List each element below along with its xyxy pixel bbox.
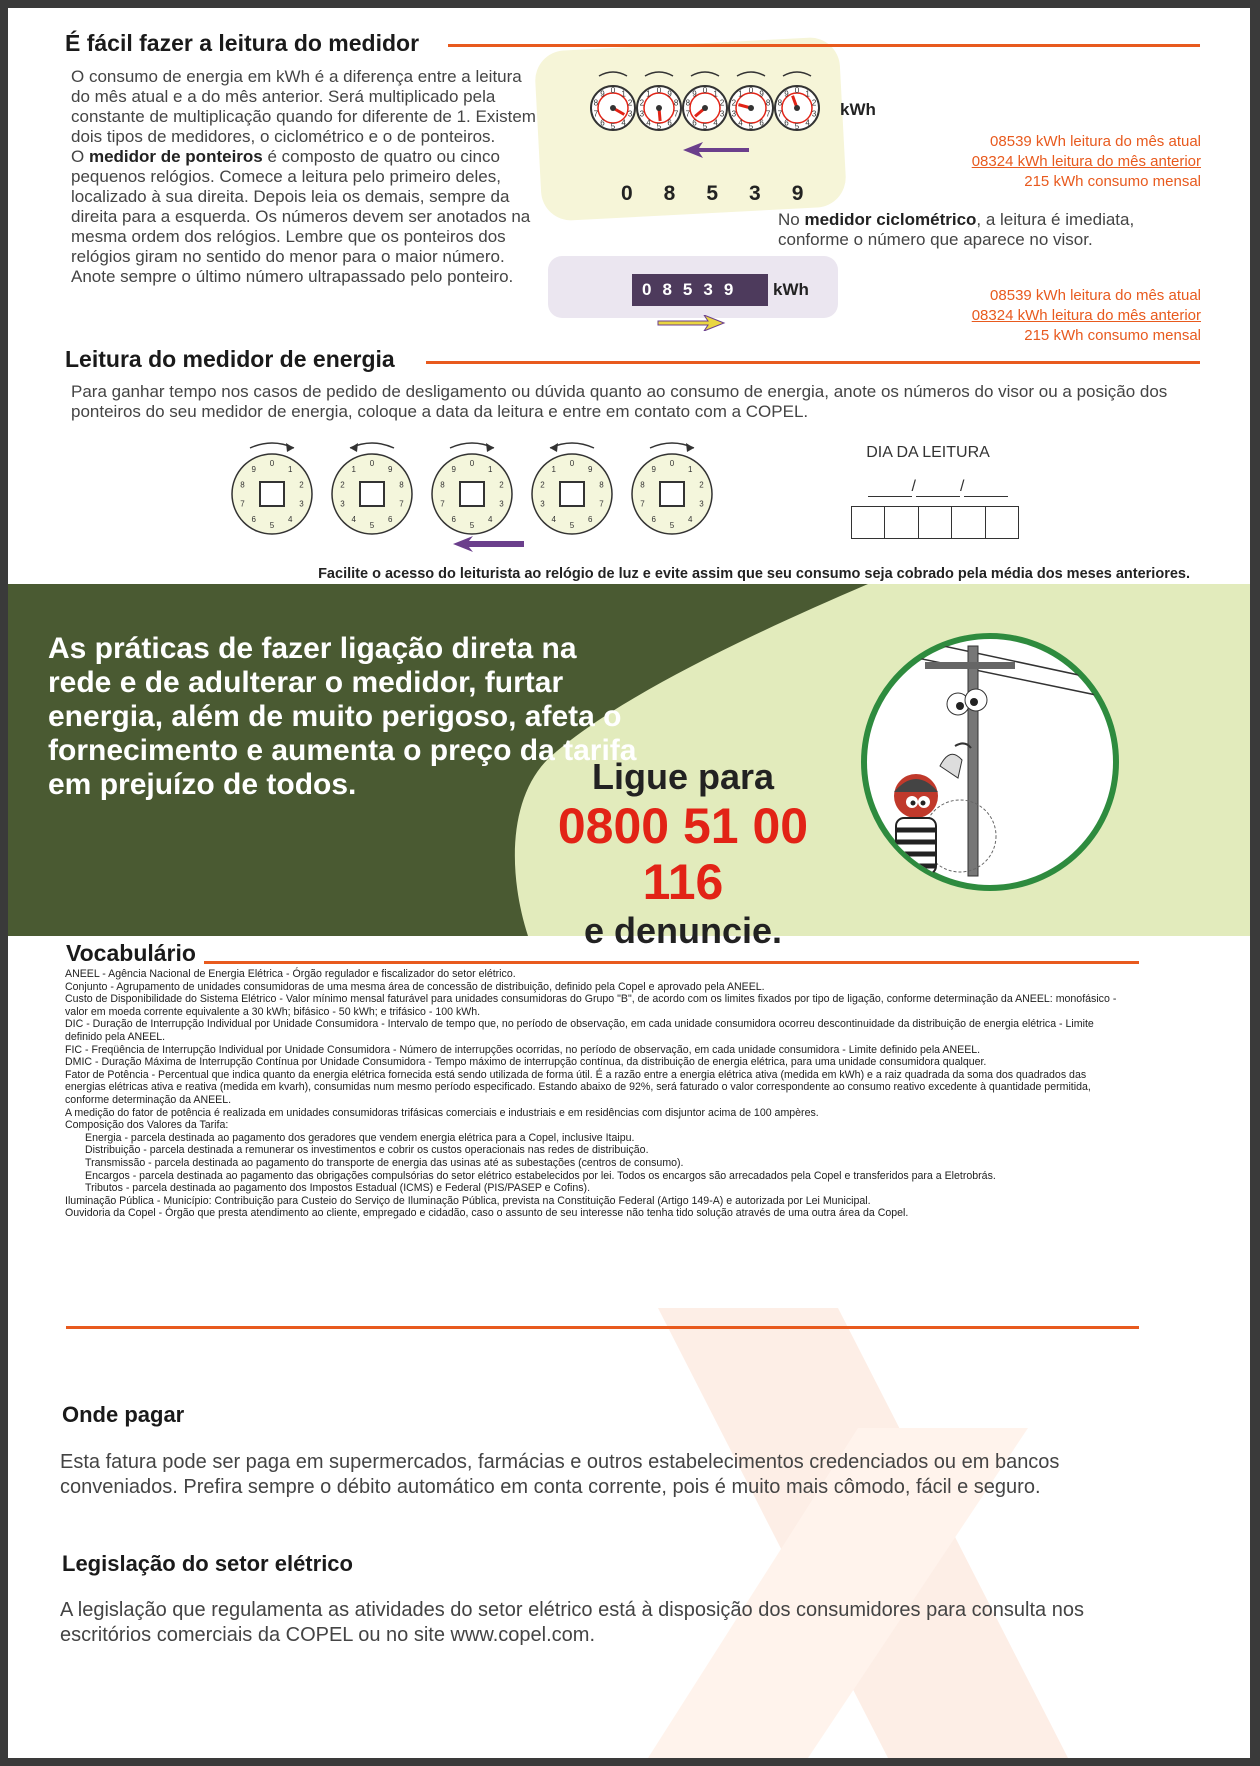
- s1-ciclometrico: No medidor ciclométrico, a leitura é imediata, conforme o número que aparece no visor.: [778, 210, 1135, 249]
- s1-intro: O consumo de energia em kWh é a diferença entre a leitura do mês atual e a do mês anterior. Será multiplicado pela constante de multiplicação quando for diferente de 1. Existem dois tipos de medidores, o ciclométrico e o de ponteiros. O medidor de ponteiros é composto de quatro ou cinco pequenos relógios. Comece a leitura pelo primeiro deles, localizado à sua direita. Depois leia os demais, sempre da direita para a esquerda. Os números devem ser anotados na mesma ordem dos relógios. Lembre que os ponteiros dos relógios giram no sentido do menor para o maior número. Anote sempre o último número ultrapassado pelo ponteiro.: [71, 67, 536, 286]
- svg-text:6: 6: [587, 515, 593, 525]
- svg-text:0: 0: [269, 459, 275, 468]
- svg-text:5: 5: [610, 122, 616, 131]
- vocab-fic: FIC - Freqüência de Interrupção Individual por Unidade Consumidora - Número de interrupções ocorridas, no período de observação, em cada unidade consumidora - Limite definido pela ANEEL.: [65, 1043, 981, 1056]
- warning-text: As práticas de fazer ligação direta na rede e de adulterar o medidor, furtar energia, além de muito perigoso, afeta o fornecimento e aumenta o preço da tarifa em prejuízo de todos.: [48, 632, 637, 801]
- calc-digital: [923, 286, 1201, 346]
- section-rule: [426, 361, 1200, 364]
- svg-text:5: 5: [569, 521, 575, 530]
- svg-text:0: 0: [656, 86, 662, 95]
- svg-text:6: 6: [667, 118, 672, 128]
- svg-text:8: 8: [240, 480, 245, 490]
- digital-kwh-label: kWh: [773, 280, 809, 299]
- access-notice: Facilite o acesso do leiturista ao relógio de luz e evite assim que seu consumo seja cobrado pela média dos meses anteriores.: [318, 566, 1190, 582]
- svg-text:7: 7: [240, 499, 245, 509]
- svg-text:5: 5: [794, 122, 800, 131]
- svg-text:0: 0: [794, 86, 800, 95]
- svg-text:5: 5: [748, 122, 754, 131]
- vocab-iluminacao: Iluminação Pública - Município: Contribuição para Custeio do Serviço de Iluminação Pública, prevista na Constituição Federal (Artigo 149-A) e autorizada por Lei Municipal.: [65, 1194, 871, 1207]
- section-title-leitura-energia: Leitura do medidor de energia: [65, 346, 395, 372]
- section-title-onde-pagar: Onde pagar: [62, 1402, 185, 1427]
- pay-text: Esta fatura pode ser paga em supermercados, farmácias e outros estabelecimentos credenciados ou em bancos conveniados. Prefira sempre o débito automático em conta corrente, pois é muito mais cômodo, fácil e seguro.: [60, 1451, 1060, 1498]
- calc-monthly: 215 kWh consumo mensal: [1024, 327, 1201, 344]
- vocab-encargos: Encargos - parcela destinada ao pagamento das obrigações compulsórias do setor elétrico estabelecidos por lei. Todos os encargos são arrecadados pela Copel e transferidos para a Eletrobrás.: [85, 1169, 996, 1182]
- svg-text:7: 7: [673, 109, 679, 119]
- svg-text:0: 0: [748, 86, 754, 95]
- section-title-leitura-medidor: É fácil fazer a leitura do medidor: [65, 30, 420, 56]
- svg-text:2: 2: [719, 98, 725, 108]
- vocab-custo: Custo de Disponibilidade do Sistema Elétrico - Valor mínimo mensal faturável para unidades consumidoras do Grupo "B", de acordo com os limites fixados por tipo de ligação, conforme determinação da ANEEL: monofásico - valor em moeda corrente equivalente a 30 kWh; bifásico - 50 kWh; e trifásico - 100 kWh.: [65, 993, 1117, 1018]
- svg-text:4: 4: [687, 515, 693, 525]
- svg-text:4: 4: [621, 118, 626, 128]
- svg-text:7: 7: [685, 109, 691, 119]
- svg-text:9: 9: [667, 89, 672, 99]
- svg-text:7: 7: [777, 109, 783, 119]
- svg-text:6: 6: [692, 118, 697, 128]
- vocab-medicao: A medição do fator de potência é realizada em unidades consumidoras trifásicas comerciais e industriais e em residências com disjuntor acima de 100 ampères.: [65, 1106, 819, 1119]
- background-watermark: [508, 1308, 1208, 1758]
- svg-text:1: 1: [646, 89, 651, 99]
- vocab-dmic: DMIC - Duração Máxima de Interrupção Contínua por Unidade Consumidora - Tempo máximo de interrupção contínua, da distribuição de energia elétrica, para uma unidade consumidora qualquer.: [65, 1056, 987, 1069]
- svg-text:8: 8: [765, 98, 771, 108]
- svg-text:1: 1: [487, 464, 493, 474]
- svg-text:1: 1: [713, 89, 718, 99]
- svg-text:9: 9: [692, 89, 697, 99]
- svg-text:8: 8: [685, 98, 691, 108]
- svg-text:4: 4: [805, 118, 810, 128]
- svg-text:2: 2: [699, 480, 704, 490]
- svg-text:4: 4: [487, 515, 493, 525]
- svg-text:3: 3: [731, 109, 737, 119]
- calc-previous: 08324 kWh leitura do mês anterior: [971, 153, 1201, 170]
- svg-text:0: 0: [569, 459, 575, 468]
- svg-text:8: 8: [599, 480, 604, 490]
- svg-text:8: 8: [777, 98, 783, 108]
- section-rule: [204, 961, 1139, 964]
- svg-text:8: 8: [593, 98, 599, 108]
- svg-text:6: 6: [251, 515, 257, 525]
- vocab-conjunto: Conjunto - Agrupamento de unidades consumidoras de uma mesma área de concessão de distribuição, definido pela Copel e aprovado pela ANEEL.: [65, 980, 765, 993]
- svg-text:3: 3: [299, 499, 304, 509]
- svg-text:8: 8: [673, 98, 679, 108]
- svg-text:1: 1: [551, 464, 557, 474]
- svg-text:6: 6: [387, 515, 393, 525]
- svg-text:6: 6: [784, 118, 789, 128]
- vocab-aneel: ANEEL - Agência Nacional de Energia Elétrica - Órgão regulador e fiscalizador do setor elétrico.: [65, 968, 516, 980]
- cta-denuncie: e denuncie.: [583, 910, 783, 951]
- mascot-illustration: [850, 596, 1130, 936]
- svg-text:7: 7: [593, 109, 599, 119]
- reading-boxes[interactable]: [851, 506, 1019, 539]
- calc-monthly: 215 kWh consumo mensal: [1024, 173, 1201, 190]
- svg-text:3: 3: [811, 109, 817, 119]
- law-text: A legislação que regulamenta as atividades do setor elétrico está à disposição dos consumidores para consulta nos escritórios comerciais da COPEL ou no site www.copel.com.: [60, 1599, 1084, 1646]
- svg-text:4: 4: [351, 515, 357, 525]
- section-rule: [66, 1326, 1139, 1329]
- svg-text:6: 6: [651, 515, 657, 525]
- svg-text:1: 1: [687, 464, 693, 474]
- calc-previous: 08324 kWh leitura do mês anterior: [971, 307, 1201, 324]
- svg-text:2: 2: [627, 98, 633, 108]
- svg-text:2: 2: [340, 480, 345, 490]
- svg-text:9: 9: [600, 89, 605, 99]
- svg-text:9: 9: [251, 464, 257, 474]
- svg-text:4: 4: [551, 515, 557, 525]
- section-rule: [448, 44, 1200, 47]
- svg-text:0: 0: [469, 459, 475, 468]
- svg-text:6: 6: [600, 118, 605, 128]
- svg-text:4: 4: [738, 118, 743, 128]
- svg-text:1: 1: [738, 89, 743, 99]
- svg-text:7: 7: [440, 499, 445, 509]
- svg-text:7: 7: [599, 499, 604, 509]
- pointer-meter-digits: 08539: [621, 182, 835, 205]
- vocab-ouvidoria: Ouvidoria da Copel - Órgão que presta atendimento ao cliente, empregado e cidadão, caso o assunto de seu interesse não tenha tido solução através de uma outra área da Copel.: [65, 1207, 909, 1220]
- svg-text:3: 3: [499, 499, 504, 509]
- svg-text:9: 9: [451, 464, 457, 474]
- reading-date-label: DIA DA LEITURA: [866, 444, 990, 461]
- svg-text:6: 6: [759, 118, 764, 128]
- svg-text:3: 3: [699, 499, 704, 509]
- svg-text:1: 1: [351, 464, 357, 474]
- svg-text:2: 2: [731, 98, 737, 108]
- svg-text:3: 3: [340, 499, 345, 509]
- svg-text:5: 5: [669, 521, 675, 530]
- svg-text:8: 8: [640, 480, 645, 490]
- call-to-action: [518, 756, 848, 952]
- svg-text:9: 9: [387, 464, 393, 474]
- svg-text:7: 7: [399, 499, 404, 509]
- svg-text:7: 7: [640, 499, 645, 509]
- svg-text:4: 4: [287, 515, 293, 525]
- svg-text:0: 0: [702, 86, 708, 95]
- svg-text:4: 4: [646, 118, 651, 128]
- svg-text:9: 9: [784, 89, 789, 99]
- svg-text:2: 2: [639, 98, 645, 108]
- svg-text:0: 0: [669, 459, 675, 468]
- svg-text:3: 3: [639, 109, 645, 119]
- svg-text:2: 2: [499, 480, 504, 490]
- svg-text:3: 3: [540, 499, 545, 509]
- svg-text:9: 9: [759, 89, 764, 99]
- svg-text:2: 2: [540, 480, 545, 490]
- svg-text:5: 5: [702, 122, 708, 131]
- svg-text:0: 0: [369, 459, 375, 468]
- svg-text:4: 4: [713, 118, 718, 128]
- s2-text: Para ganhar tempo nos casos de pedido de desligamento ou dúvida quanto ao consumo de energia, anote os números do visor ou a posição dos ponteiros do seu medidor de energia, coloque a data da leitura e entre em contato com a COPEL.: [71, 382, 1168, 421]
- blank-dials-illustration: [228, 430, 748, 560]
- vocab-energia: Energia - parcela destinada ao pagamento dos geradores que vendem energia elétrica para a Copel, inclusive Itaipu.: [85, 1131, 635, 1144]
- svg-text:9: 9: [651, 464, 657, 474]
- svg-text:8: 8: [399, 480, 404, 490]
- reading-date-field[interactable]: / /: [853, 478, 1023, 498]
- svg-text:9: 9: [587, 464, 593, 474]
- svg-text:5: 5: [656, 122, 662, 131]
- calc-pointer: [923, 132, 1201, 192]
- svg-text:1: 1: [621, 89, 626, 99]
- cta-phone[interactable]: 0800 51 00 116: [557, 798, 809, 910]
- vocab-distribuicao: Distribuição - parcela destinada a remunerar os investimentos e cobrir os custos operacionais nas redes de distribuição.: [85, 1144, 649, 1157]
- vocab-tributos: Tributos - parcela destinada ao pagamento dos Impostos Estadual (ICMS) e Federal (PIS/PASEP e Cofins).: [85, 1182, 591, 1195]
- svg-text:1: 1: [287, 464, 293, 474]
- calc-current: 08539 kWh leitura do mês atual: [990, 133, 1201, 150]
- calc-current: 08539 kWh leitura do mês atual: [990, 287, 1201, 304]
- svg-text:1: 1: [805, 89, 810, 99]
- svg-text:7: 7: [765, 109, 771, 119]
- kwh-label: kWh: [840, 100, 876, 119]
- vocab-composicao: Composição dos Valores da Tarifa:: [65, 1119, 229, 1132]
- svg-text:0: 0: [610, 86, 616, 95]
- vocab-transmissao: Transmissão - parcela destinada ao pagamento do transporte de energia das usinas até as subestações (centros de consumo).: [85, 1156, 684, 1169]
- vocab-fator: Fator de Potência - Percentual que indica quanto da energia elétrica fornecida está sendo utilizada de forma útil. É a razão entre a energia elétrica ativa (medida em kWh) e a raiz quadrada da soma dos quadrados das energias elétricas ativa e reativa (medida em kvarh), consumidas num mesmo período especificado. Estando abaixo de 92%, será faturado o valor correspondente ao consumo reativo excedente à quantidade permitida, conforme determinação da ANEEL.: [65, 1068, 1091, 1106]
- svg-text:5: 5: [269, 521, 275, 530]
- svg-text:5: 5: [469, 521, 475, 530]
- vocab-list: [65, 968, 1123, 1220]
- cta-ligue: Ligue para: [591, 756, 775, 797]
- digital-meter-display: 08539: [632, 274, 768, 306]
- section-title-vocabulario: Vocabulário: [66, 940, 196, 966]
- svg-text:6: 6: [451, 515, 457, 525]
- svg-text:3: 3: [719, 109, 725, 119]
- svg-text:8: 8: [440, 480, 445, 490]
- svg-text:2: 2: [811, 98, 817, 108]
- left-arrow-icon: [681, 142, 751, 158]
- vocab-dic: DIC - Duração de Interrupção Individual por Unidade Consumidora - Intervalo de tempo que, no período de observação, em cada unidade consumidora ocorreu descontinuidade da distribuição de energia elétrica - Limite definido pela ANEEL.: [65, 1018, 1094, 1043]
- right-arrow-icon: [656, 315, 726, 331]
- page: [8, 8, 1250, 1758]
- svg-text:2: 2: [299, 480, 304, 490]
- svg-text:5: 5: [369, 521, 375, 530]
- section-title-legislacao: Legislação do setor elétrico: [62, 1551, 353, 1576]
- svg-text:3: 3: [627, 109, 633, 119]
